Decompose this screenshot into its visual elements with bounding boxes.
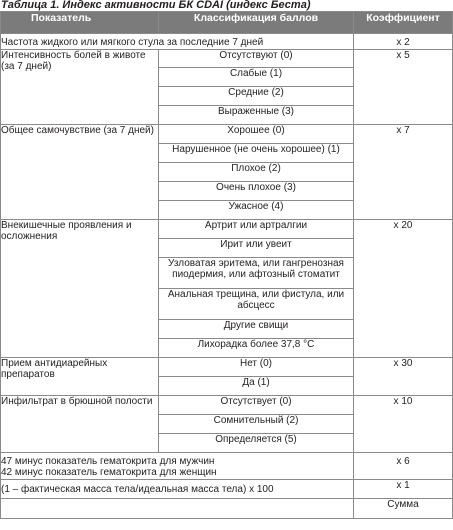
param-line-men: 47 минус показатель гематокрита для мужчин [1, 456, 215, 467]
score-cell: Лихорадка более 37,8 °C [159, 339, 354, 358]
cdai-table [0, 11, 453, 519]
table-caption: Таблица 1. Индекс активности БК CDAI (индекс Беста) [1, 0, 311, 11]
coef-cell: x 10 [354, 396, 453, 453]
table-row [1, 358, 453, 377]
score-cell: Очень плохое (3) [159, 182, 354, 201]
param-cell: Частота жидкого или мягкого стула за последние 7 дней [1, 34, 354, 50]
score-cell: Да (1) [159, 377, 354, 396]
coef-cell: x 1 [354, 480, 453, 499]
param-line-women: 42 минус показатель гематокрита для женщин [1, 467, 217, 478]
table-row [1, 34, 453, 50]
header-indicator: Показатель [1, 12, 159, 34]
score-cell: Определяется (5) [159, 434, 354, 453]
param-cell: Прием антидиарейных препаратов [1, 358, 159, 396]
header-coefficient: Коэффициент [354, 12, 453, 34]
table-row [1, 453, 453, 480]
coef-cell: x 2 [354, 34, 453, 50]
score-cell: Сомнительный (2) [159, 415, 354, 434]
table-row [1, 480, 453, 499]
coef-cell: x 6 [354, 453, 453, 480]
param-cell [1, 453, 354, 480]
score-cell: Анальная трещина, или фистула, или абсцесс [159, 289, 354, 320]
score-cell: Плохое (2) [159, 163, 354, 182]
sum-row [1, 499, 453, 519]
coef-cell: x 7 [354, 125, 453, 220]
score-cell: Отсутствует (0) [159, 396, 354, 415]
table-header-row [1, 12, 453, 34]
score-cell: Ирит или увеит [159, 239, 354, 258]
table-row [1, 125, 453, 144]
table-row [1, 50, 453, 68]
sum-cell: Сумма [354, 499, 453, 519]
param-cell: Внекишечные проявления и осложнения [1, 220, 159, 358]
score-cell: Артрит или артралгии [159, 220, 354, 239]
score-cell: Отсутствуют (0) [159, 50, 354, 68]
score-cell: Выраженные (3) [159, 106, 354, 125]
coef-cell: x 5 [354, 50, 453, 125]
table-row [1, 220, 453, 239]
param-cell: Общее самочувствие (за 7 дней) [1, 125, 159, 220]
score-cell: Другие свищи [159, 320, 354, 339]
sum-spacer [1, 499, 354, 519]
coef-cell: x 20 [354, 220, 453, 358]
header-classification: Классификация баллов [159, 12, 354, 34]
table-row [1, 396, 453, 415]
score-cell: Узловатая эритема, или гангренозная пиодермия, или афтозный стоматит [159, 258, 354, 289]
param-cell: Интенсивность болей в животе (за 7 дней) [1, 50, 159, 125]
score-cell: Нет (0) [159, 358, 354, 377]
score-cell: Слабые (1) [159, 68, 354, 87]
score-cell: Хорошее (0) [159, 125, 354, 144]
param-cell: Инфильтрат в брюшной полости [1, 396, 159, 453]
param-cell: (1 – фактическая масса тела/идеальная масса тела) x 100 [1, 480, 354, 499]
score-cell: Средние (2) [159, 87, 354, 106]
coef-cell: x 30 [354, 358, 453, 396]
score-cell: Нарушенное (не очень хорошее) (1) [159, 144, 354, 163]
score-cell: Ужасное (4) [159, 201, 354, 220]
